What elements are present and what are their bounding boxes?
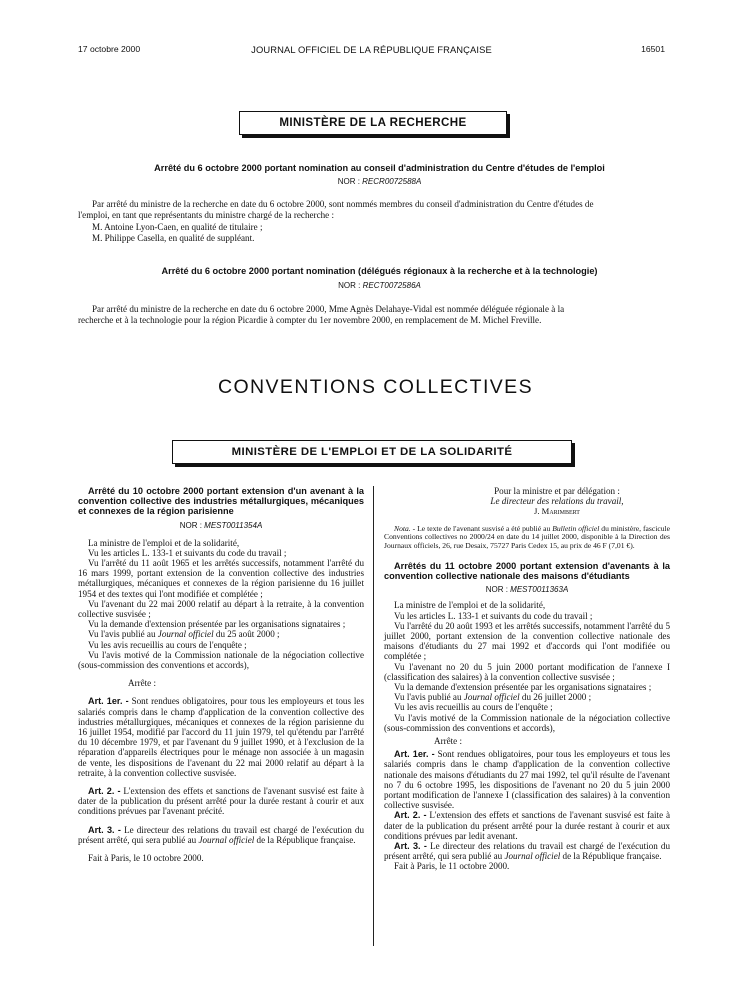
paragraph: Vu les articles L. 133-1 et suivants du code du travail ; [88,547,287,558]
journal-name: Journal officiel [463,692,520,703]
body-line: recherche et à la technologie pour la région Picardie à compter du 1er novembre 2000, en remplacement de M. Michel Freville. [78,315,542,325]
paragraph [78,629,364,639]
ministry-title-box: MINISTÈRE DE L'EMPLOI ET DE LA SOLIDARITÉ [172,440,572,464]
paragraph: Vu l'avenant no 20 du 5 juin 2000 portant modification de l'annexe I (classification des salaires) à la convention collective susvisée ; [384,661,670,682]
running-head [78,44,665,58]
arrete-label: Arrête : [128,678,157,689]
paragraph: Vu l'avis motivé de la Commission nationale de la négociation collective (sous-commission des conventions et accords), [78,649,364,671]
paragraph: La ministre de l'emploi et de la solidarité, [88,537,240,548]
body-line: Par arrêté du ministre de la recherche en date du 6 octobre 2000, Mme Agnès Delahaye-Vidal est nommée déléguée régionale à la [92,304,565,314]
article-text: L'extension des effets et sanctions de l'avenant susvisé est faite à dater de la publication du présent arrêté pour la durée restant à courir et aux conditions prévues par l'avenant précité. [78,786,365,817]
text: Vu l'avis publié au [394,692,464,703]
paragraph: La ministre de l'emploi et de la solidarité, [394,600,546,611]
bulletin-name: Bulletin officiel [552,523,600,533]
header-page-number: 16501 [641,44,665,54]
signature-name: J. Marimbert [534,506,580,517]
article-text: de la République française. [254,834,356,845]
article [78,825,364,845]
nor-code: MEST0011354A [204,520,263,530]
article [384,749,670,810]
right-column [384,486,670,872]
article-text: Le directeur des relations du travail est chargé de l'exécution du présent arrêté, qui sera publié au [78,824,364,845]
nor-reference [384,585,670,594]
arrete-title: Arrêté du 6 octobre 2000 portant nomination (délégués régionaux à la recherche et à la technologie) [161,266,598,276]
signature-title: Le directeur des relations du travail, [490,496,624,507]
journal-name: Journal officiel [504,851,561,862]
header-title: JOURNAL OFFICIEL DE LA RÉPUBLIQUE FRANÇAISE [251,44,492,55]
journal-name: Journal officiel [157,629,214,640]
arrete-label: Arrête : [434,736,463,747]
signature-date: Fait à Paris, le 10 octobre 2000. [88,853,204,864]
article-text: Sont rendues obligatoires, pour tous les employeurs et tous les salariés compris dans le champ d'application de la convention collective nationale des maisons d'étudiants du 27 mai 1992, tel qu'il résulte de l'avenant no 7 du 6 octobre 1995, les dispositions de l'avenant no 20 du 5 juin 2000 portant modification de l'annexe I (classification des salaires) à la convention collective susvisée. [384,749,670,811]
article-label: Art. 3. - [88,824,121,835]
body-line: M. Philippe Casella, en qualité de suppléant. [92,233,255,243]
nor-label: NOR : [338,281,361,290]
nota-label: Nota. - [394,523,416,533]
paragraph: Vu les avis recueillis au cours de l'enquête ; [88,639,247,650]
arrete-title: Arrêtés du 11 octobre 2000 portant extension d'avenants à la convention collective nationale des maisons d'étudiants [384,561,670,582]
body-line: l'emploi, en tant que représentants du ministre chargé de la recherche : [78,210,334,220]
arrete-title: Arrêté du 6 octobre 2000 portant nomination au conseil d'administration du Centre d'études de l'emploi [154,163,605,173]
header-date: 17 octobre 2000 [78,44,141,54]
article-text: Sont rendues obligatoires, pour tous les employeurs et tous les salariés compris dans le champ d'application de la convention collective des industries métallurgiques, mécaniques et connexes de la région parisienne du 16 juillet 1954, modifié par l'accord du 11 juin 1979, tel qu'étendu par l'arrêté du 10 décembre 1979, et par l'avenant du 9 juillet 1990, et à l'exclusion de la réparation d'appareils électriques pour le ménage non associée à un magasin de vente, les dispositions de l'avenant du 22 mai 2000 relatif au départ à la retraite, à la convention collective susvisée. [78,696,364,778]
article [78,696,364,778]
text: du 26 juillet 2000 ; [519,692,592,703]
body-line: M. Antoine Lyon-Caen, en qualité de titulaire ; [92,222,263,232]
text: Vu l'avis publié au [88,629,158,640]
ministry-title-box: MINISTÈRE DE LA RECHERCHE [239,111,507,135]
article-label: Art. 1er. - [88,696,129,707]
nor-label: NOR : [485,585,508,595]
article-label: Art. 2. - [394,810,427,821]
article-label: Art. 2. - [88,786,121,797]
nor-reference [78,177,681,186]
nor-label: NOR : [337,177,360,186]
article-text: de la République française. [560,851,662,862]
paragraph: Vu les avis recueillis au cours de l'enquête ; [394,702,553,713]
paragraph: Vu la demande d'extension présentée par les organisations signataires ; [394,682,652,693]
paragraph: Vu la demande d'extension présentée par les organisations signataires ; [88,619,346,630]
paragraph: Vu l'arrêté du 11 août 1965 et les arrêtés successifs, notamment l'arrêté du 16 mars 1999, portant extension de la convention collective des industries métallurgiques, mécaniques et connexes de la région parisienne du 16 juillet 1954 et des textes qui l'ont modifiée et complétée ; [78,558,364,599]
article [384,841,670,861]
nota-text: du ministère, fascicule Conventions collectives no 2000/24 en date du 14 juillet 2000, disponible à la Direction des Journaux officiels, 26, rue Desaix, 75727 Paris Cedex 15, au prix de 46 F (7,01 €). [384,523,670,551]
nor-reference [78,281,681,290]
body-line: Par arrêté du ministre de la recherche en date du 6 octobre 2000, sont nommés membres du conseil d'administration du Centre d'études de [92,199,594,209]
nota-text: Le texte de l'avenant susvisé a été publié au [415,523,553,533]
signature-line: Pour la ministre et par délégation : [494,486,620,496]
paragraph: Vu l'arrêté du 20 août 1993 et les arrêtés successifs, notamment l'arrêté du 5 juillet 2000, portant extension de la convention collective nationale des maisons d'étudiants du 27 mai 1992 et d'accords qui l'ont modifiée ou complétée ; [384,620,670,662]
nor-label: NOR : [179,520,202,530]
nota [384,525,670,551]
article-text: L'extension des effets et sanctions de l'avenant susvisé est faite à dater de la publication du présent arrêté pour la durée restant à courir et aux conditions prévues par ledit avenant. [384,810,671,841]
article-label: Art. 3. - [394,841,427,852]
article [78,786,364,817]
left-column [78,486,364,863]
article [384,810,670,841]
paragraph: Vu l'avenant du 22 mai 2000 relatif au départ à la retraite, à la convention collective susvisée ; [78,598,364,620]
column-divider [373,486,374,946]
section-title: CONVENTIONS COLLECTIVES [217,376,533,398]
nor-code: MEST0011363A [510,585,569,595]
signature-date: Fait à Paris, le 11 octobre 2000. [394,861,510,872]
article-label: Art. 1er. - [394,749,435,760]
nor-code: RECT0072586A [362,281,421,290]
article-text: Le directeur des relations du travail est chargé de l'exécution du présent arrêté, qui sera publié au [384,841,670,862]
paragraph: Vu l'avis motivé de la Commission nationale de la négociation collective (sous-commission des conventions et accords), [384,712,670,733]
nor-code: RECR0072588A [362,177,422,186]
journal-name: Journal officiel [198,834,255,845]
paragraph: Vu les articles L. 133-1 et suivants du code du travail ; [394,610,593,621]
nor-reference [78,521,364,530]
paragraph [384,692,670,702]
arrete-title: Arrêté du 10 octobre 2000 portant extension d'un avenant à la convention collective des industries métallurgiques, mécaniques et connexes de la région parisienne [78,486,364,517]
text: du 25 août 2000 ; [213,629,280,640]
